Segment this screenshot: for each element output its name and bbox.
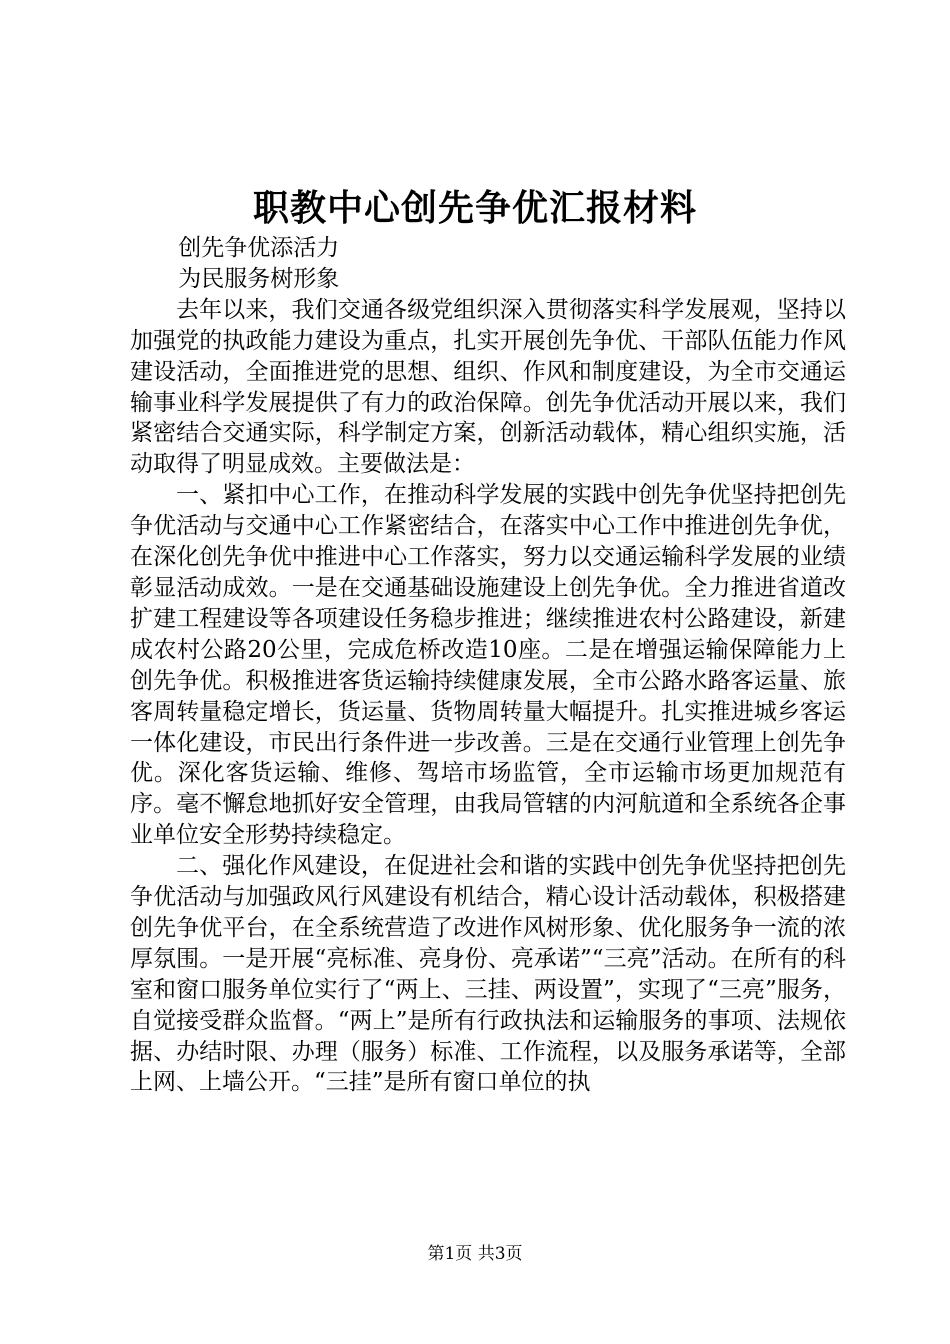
subheading-1: 创先争优添活力 (178, 235, 340, 261)
document-title: 职教中心创先争优汇报材料 (252, 187, 697, 229)
document-body (130, 233, 846, 1098)
subheading-2: 为民服务树形象 (178, 265, 340, 292)
paragraph-intro: 去年以来，我们交通各级党组织深入贯彻落实科学发展观，坚持以加强党的执政能力建设为重点，扎实开展创先争优、干部队伍能力作风建设活动，全面推进党的思想、组织、作风和制度建设，为全市交通运输事业科学发展提供了有力的政治保障。创先争优活动开展以来，我们紧密结合交通实际，科学制定方案，创新活动载体，精心组织实施，活动取得了明显成效。主要做法是： (130, 296, 846, 478)
paragraph-section-2: 二、强化作风建设，在促进社会和谐的实践中创先争优坚持把创先争优活动与加强政风行风建设有机结合，精心设计活动载体，积极搭建创先争优平台，在全系统营造了改进作风树形象、优化服务争一流的浓厚氛围。一是开展“亮标准、亮身份、亮承诺”“三亮”活动。在所有的科室和窗口服务单位实行了“两上、三挂、两设置”，实现了“三亮”服务，自觉接受群众监督。“两上”是所有行政执法和运输服务的事项、法规依据、办结时限、办理（服务）标准、工作流程，以及服务承诺等，全部上网、上墙公开。“三挂”是所有窗口单位的执 (130, 853, 846, 1096)
paragraph-section-1: 一、紧扣中心工作，在推动科学发展的实践中创先争优坚持把创先争优活动与交通中心工作紧密结合，在落实中心工作中推进创先争优，在深化创先争优中推进中心工作落实，努力以交通运输科学发展的业绩彰显活动成效。一是在交通基础设施建设上创先争优。全力推进省道改扩建工程建设等各项建设任务稳步推进；继续推进农村公路建设，新建成农村公路20公里，完成危桥改造10座。二是在增强运输保障能力上创先争优。积极推进客货运输持续健康发展，全市公路水路客运量、旅客周转量稳定增长，货运量、货物周转量大幅提升。扎实推进城乡客运一体化建设，市民出行条件进一步改善。三是在交通行业管理上创先争优。深化客货运输、维修、驾培市场监管，全市运输市场更加规范有序。毫不懈怠地抓好安全管理，由我局管辖的内河航道和全系统各企事业单位安全形势持续稳定。 (130, 482, 846, 849)
page-number-footer: 第1页 共3页 (427, 1244, 523, 1264)
